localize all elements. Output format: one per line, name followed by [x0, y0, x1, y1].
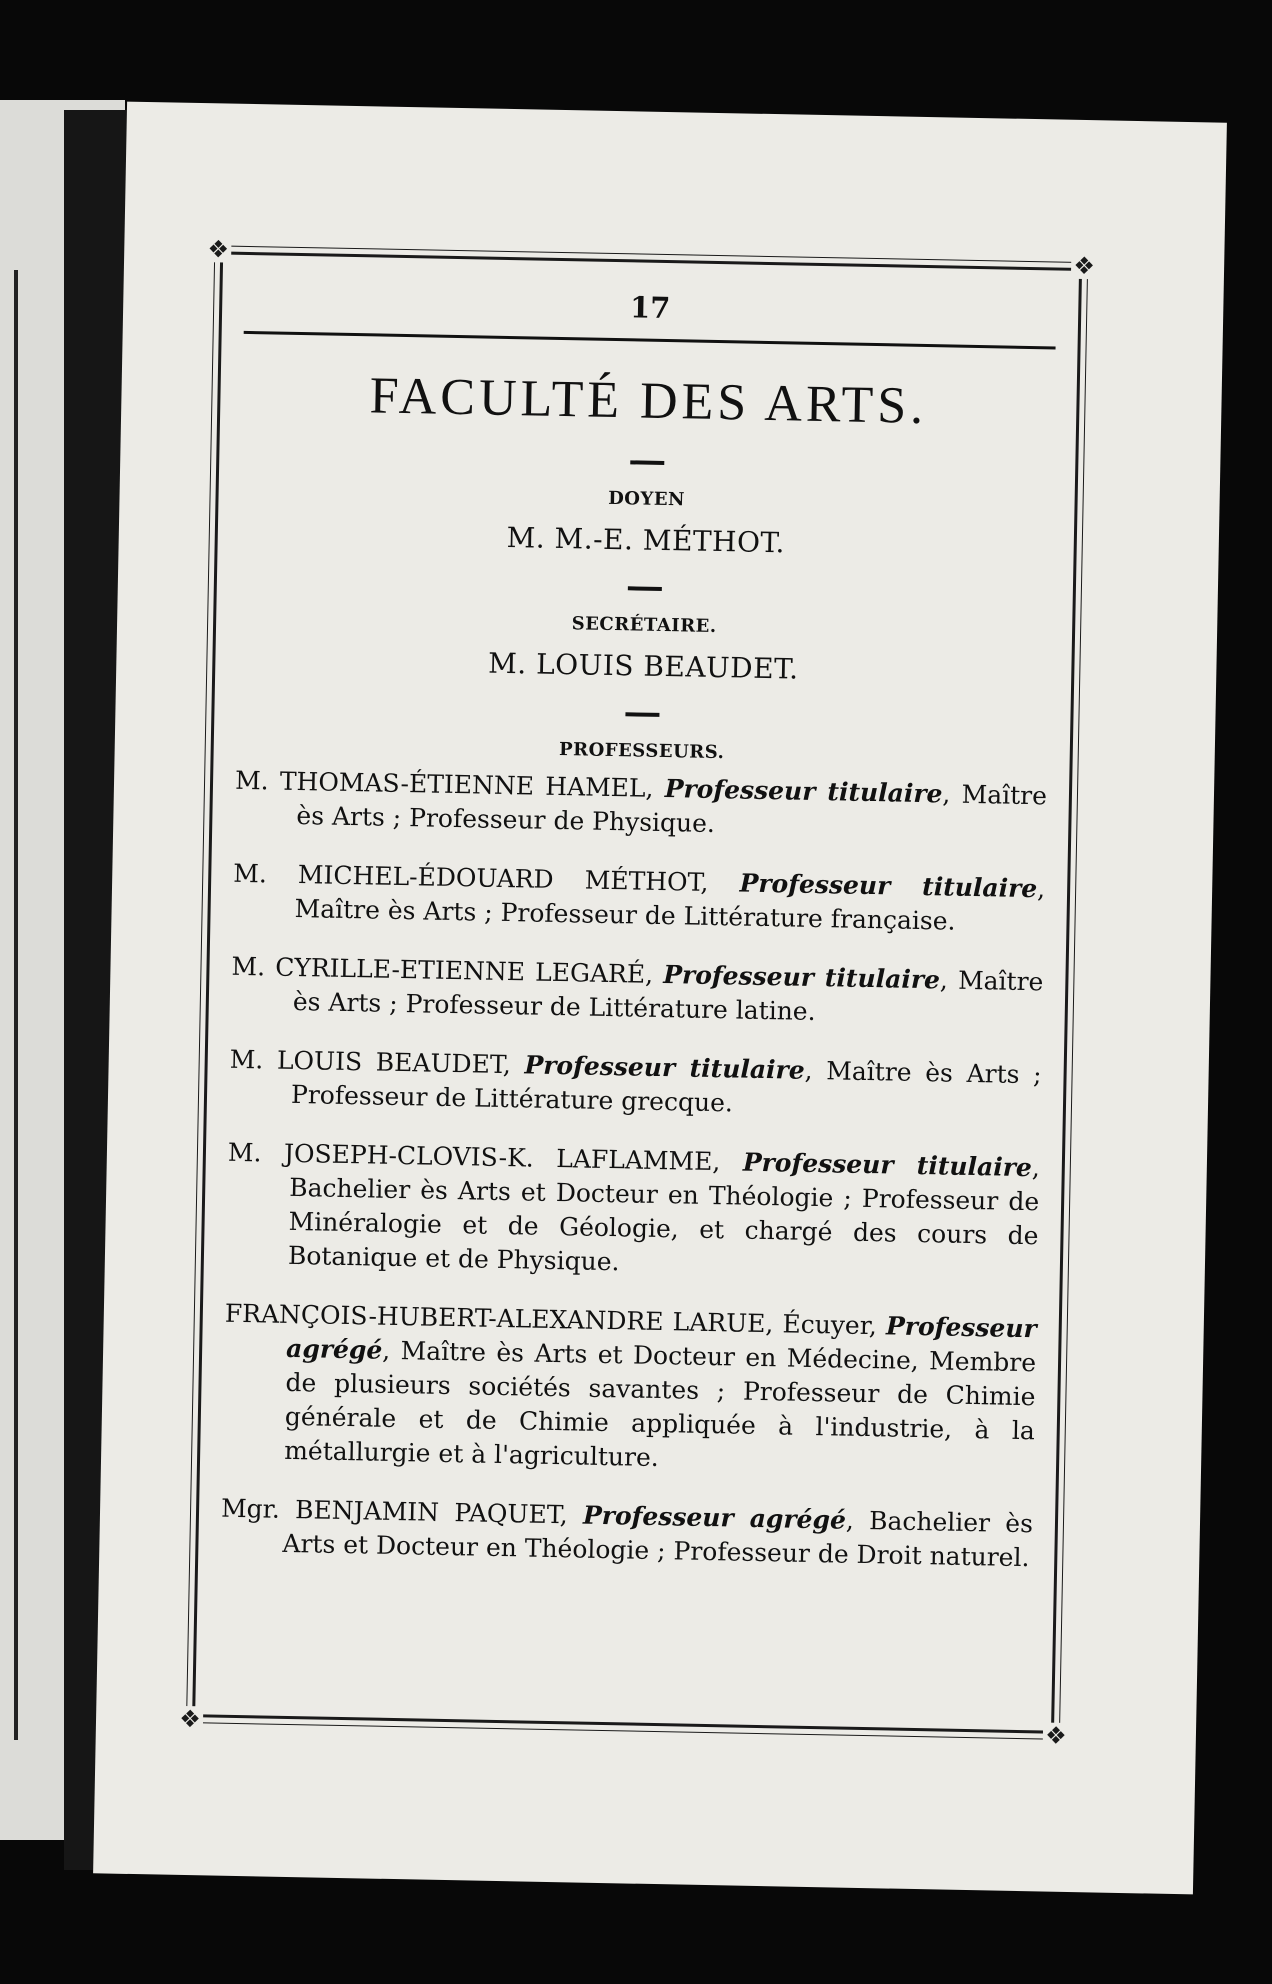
- section-divider: [630, 460, 664, 465]
- professor-name: Mgr. BENJAMIN PAQUET,: [220, 1493, 584, 1530]
- professor-entry: [231, 950, 1044, 1034]
- book-page: [93, 102, 1227, 1895]
- professor-rank: Professeur agrégé: [582, 1500, 847, 1535]
- professor-details: , Maître ès Arts ; Professeur de Littérature latine.: [292, 965, 1044, 1026]
- section-divider: [628, 586, 662, 591]
- page-title: FACULTÉ DES ARTS.: [369, 367, 928, 436]
- header-rule: [244, 331, 1056, 350]
- corner-ornament-icon: ❖: [1043, 1722, 1069, 1748]
- page-border-frame: [179, 235, 1096, 1750]
- professor-list: [220, 764, 1047, 1575]
- professor-details: , Maître ès Arts ; Professeur de Littérature française.: [294, 874, 1046, 936]
- page-content: [220, 275, 1057, 1600]
- professor-entry: [226, 1136, 1040, 1288]
- professor-entry: [232, 857, 1045, 941]
- professor-details: , Bachelier ès Arts et Docteur en Théologie ; Professeur de Droit naturel.: [282, 1505, 1034, 1573]
- professor-name: M. THOMAS-ÉTIENNE HAMEL,: [234, 765, 666, 804]
- corner-ornament-icon: ❖: [205, 236, 231, 262]
- professor-name: M. CYRILLE-ETIENNE LEGARÉ,: [231, 951, 664, 990]
- professor-rank: Professeur titulaire: [664, 774, 943, 809]
- professor-rank: Professeur titulaire: [742, 1147, 1033, 1183]
- corner-ornament-icon: ❖: [177, 1706, 203, 1732]
- professor-entry: [234, 764, 1047, 848]
- professor-name: M. JOSEPH-CLOVIS-K. LAFLAMME,: [227, 1137, 744, 1177]
- professor-name: FRANÇOIS-HUBERT-ALEXANDRE LARUE, Écuyer,: [224, 1298, 887, 1341]
- professor-details: , Maître ès Arts ; Professeur de Physique.: [296, 779, 1048, 839]
- professor-rank: Professeur titulaire: [524, 1050, 805, 1085]
- professor-name: M. MICHEL-ÉDOUARD MÉTHOT,: [233, 858, 740, 898]
- professor-details: , Maître ès Arts ; Professeur de Littérature grecque.: [290, 1055, 1042, 1118]
- section-divider: [625, 712, 659, 717]
- professor-details: , Bachelier ès Arts et Docteur en Théologie ; Professeur de Minéralogie et de Géologie, et chargé des cours de Botanique et de Physique.: [287, 1153, 1041, 1277]
- doyen-name: M. M.-E. MÉTHOT.: [506, 520, 786, 560]
- facing-page-border: [14, 270, 18, 1740]
- professor-entry: [229, 1043, 1042, 1127]
- professor-rank: Professeur agrégé: [285, 1311, 1037, 1365]
- professor-entry: [222, 1297, 1037, 1483]
- professor-entry: [220, 1492, 1033, 1576]
- doyen-heading: DOYEN: [607, 487, 686, 511]
- professor-details: , Maître ès Arts et Docteur en Médecine, Membre de plusieurs sociétés savantes ; Professeur de Chimie générale et de Chimie appliquée à l'industrie, à la métallurgie et à l'agriculture.: [283, 1335, 1037, 1473]
- page-number: 17: [629, 290, 671, 326]
- secretaire-name: M. LOUIS BEAUDET.: [487, 646, 799, 686]
- professeurs-heading: PROFESSEURS.: [558, 739, 725, 764]
- secretaire-heading: SECRÉTAIRE.: [571, 613, 717, 638]
- corner-ornament-icon: ❖: [1071, 253, 1097, 279]
- professor-rank: Professeur titulaire: [663, 960, 941, 995]
- professor-name: M. LOUIS BEAUDET,: [229, 1044, 525, 1080]
- professor-rank: Professeur titulaire: [739, 868, 1038, 904]
